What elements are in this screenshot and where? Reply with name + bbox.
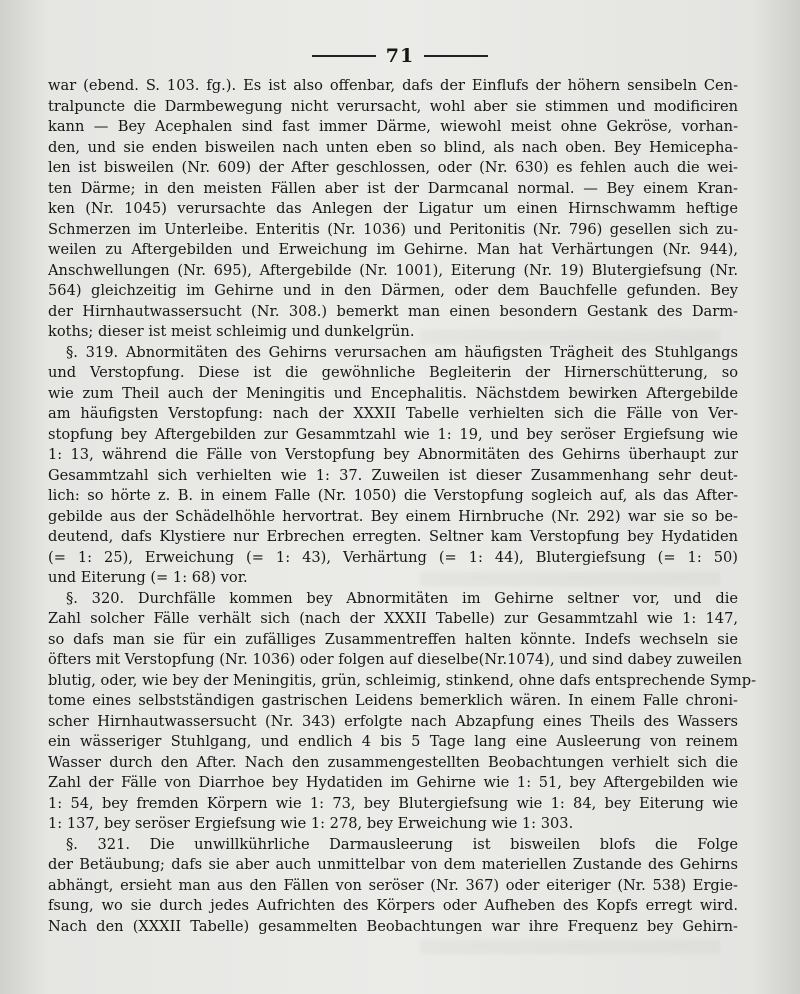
text-line: und Eiterung (= 1: 68) vor. <box>48 569 248 586</box>
text-line: war (ebend. S. 103. fg.). Es ist also offenbar, dafs der Einflufs der höhern sensibeln Cen- <box>48 77 738 94</box>
text-line: weilen zu Aftergebilden und Erweichung im Gehirne. Man hat Verhärtungen (Nr. 944), <box>48 241 738 258</box>
text-line: am häufigsten Verstopfung: nach der XXXII Tabelle verhielten sich die Fälle von Ver- <box>48 405 738 422</box>
text-line: (= 1: 25), Erweichung (= 1: 43), Verhärtung (= 1: 44), Blutergiefsung (= 1: 50) <box>48 548 738 566</box>
text-line: scher Hirnhautwassersucht (Nr. 343) erfolgte nach Abzapfung eines Theils des Wassers <box>48 712 738 730</box>
text-line: ken (Nr. 1045) verursachte das Anlegen der Ligatur um einen Hirnschwamm heftige <box>48 200 738 217</box>
text-line: und Verstopfung. Diese ist die gewöhnliche Begleiterin der Hirnerschütterung, so <box>48 364 738 381</box>
text-line: 564) gleichzeitig im Gehirne und in den Därmen, oder dem Bauchfelle gefunden. Bey <box>48 282 738 299</box>
text-line: abhängt, ersieht man aus den Fällen von seröser (Nr. 367) oder eiteriger (Nr. 538) Ergie- <box>48 876 738 894</box>
text-line: len ist bisweilen (Nr. 609) der After geschlossen, oder (Nr. 630) es fehlen auch die wei- <box>48 159 738 176</box>
text-line: der Betäubung; dafs sie aber auch unmittelbar von dem materiellen Zustande des Gehirns <box>48 856 738 873</box>
text-line: Anschwellungen (Nr. 695), Aftergebilde (Nr. 1001), Eiterung (Nr. 19) Blutergiefsung (Nr. <box>48 261 738 279</box>
show-through-shadow <box>420 940 720 954</box>
text-line: Gesammtzahl sich verhielten wie 1: 37. Zuweilen ist dieser Zusammenhang sehr deut- <box>48 466 738 484</box>
page-header <box>0 44 800 68</box>
header-rule-left <box>312 55 376 57</box>
text-line: deutend, dafs Klystiere nur Erbrechen erregten. Seltner kam Verstopfung bey Hydatiden <box>48 528 738 545</box>
section-319-heading-line: §. 319. Abnormitäten des Gehirns verursachen am häufigsten Trägheit des Stuhlgangs <box>66 343 738 361</box>
text-line: wie zum Theil auch der Meningitis und Encephalitis. Nächstdem bewirken Aftergebilde <box>48 384 738 402</box>
text-line: blutig, oder, wie bey der Meningitis, grün, schleimig, stinkend, ohne dafs entsprechende Symp- <box>48 671 757 689</box>
text-line: fsung, wo sie durch jedes Aufrichten des Körpers oder Aufheben des Kopfs erregt wird. <box>48 897 738 914</box>
text-line: ten Därme; in den meisten Fällen aber ist der Darmcanal normal. — Bey einem Kran- <box>48 179 738 197</box>
text-line: öfters mit Verstopfung (Nr. 1036) oder folgen auf dieselbe(Nr.1074), und sind dabey zuweilen <box>48 651 743 668</box>
text-line: 1: 54, bey fremden Körpern wie 1: 73, bey Blutergiefsung wie 1: 84, bey Eiterung wie <box>48 794 738 812</box>
page-number: 71 <box>385 45 415 67</box>
text-line: so dafs man sie für ein zufälliges Zusammentreffen halten könnte. Indefs wechseln sie <box>48 630 738 648</box>
text-line: Zahl der Fälle von Diarrhoe bey Hydatiden im Gehirne wie 1: 51, bey Aftergebilden wie <box>48 774 738 791</box>
text-line: 1: 13, während die Fälle von Verstopfung bey Abnormitäten des Gehirns überhaupt zur <box>48 446 738 463</box>
text-line: lich: so hörte z. B. in einem Falle (Nr. 1050) die Verstopfung sogleich auf, als das After- <box>48 487 738 504</box>
section-320-heading-line: §. 320. Durchfälle kommen bey Abnormitäten im Gehirne seltner vor, und die <box>66 589 738 607</box>
text-line: Schmerzen im Unterleibe. Enteritis (Nr. 1036) und Peritonitis (Nr. 796) gesellen sich zu- <box>48 220 738 238</box>
text-line: tome eines selbstständigen gastrischen Leidens bemerklich wären. In einem Falle chroni- <box>48 692 738 709</box>
text-line: ein wässeriger Stuhlgang, und endlich 4 bis 5 Tage lang eine Ausleerung von reinem <box>48 733 738 750</box>
header-rule-right <box>424 55 488 57</box>
text-line: 1: 137, bey seröser Ergiefsung wie 1: 278, bey Erweichung wie 1: 303. <box>48 815 574 832</box>
section-321-heading-line: §. 321. Die unwillkührliche Darmausleerung ist bisweilen blofs die Folge <box>66 835 738 853</box>
text-line: koths; dieser ist meist schleimig und dunkelgrün. <box>48 323 415 340</box>
text-line: Zahl solcher Fälle verhält sich (nach der XXXII Tabelle) zur Gesammtzahl wie 1: 147, <box>48 610 738 627</box>
text-line: der Hirnhautwassersucht (Nr. 308.) bemerkt man einen besondern Gestank des Darm- <box>48 302 738 320</box>
body-text <box>48 76 757 937</box>
text-line: gebilde aus der Schädelhöhle hervortrat. Bey einem Hirnbruche (Nr. 292) war sie so be- <box>48 507 738 525</box>
text-line: stopfung bey Aftergebilden zur Gesammtzahl wie 1: 19, und bey seröser Ergiefsung wie <box>48 425 738 443</box>
text-line: Nach den (XXXII Tabelle) gesammelten Beobachtungen war ihre Frequenz bey Gehirn- <box>48 917 738 935</box>
text-line: den, und sie enden bisweilen nach unten eben so blind, als nach oben. Bey Hemicepha- <box>48 138 738 156</box>
text-line: tralpuncte die Darmbewegung nicht verursacht, wohl aber sie stimmen und modificiren <box>48 97 738 115</box>
text-line: kann — Bey Acephalen sind fast immer Därme, wiewohl meist ohne Gekröse, vorhan- <box>48 118 738 135</box>
text-line: Wasser durch den After. Nach den zusammengestellten Beobachtungen verhielt sich die <box>48 753 738 771</box>
